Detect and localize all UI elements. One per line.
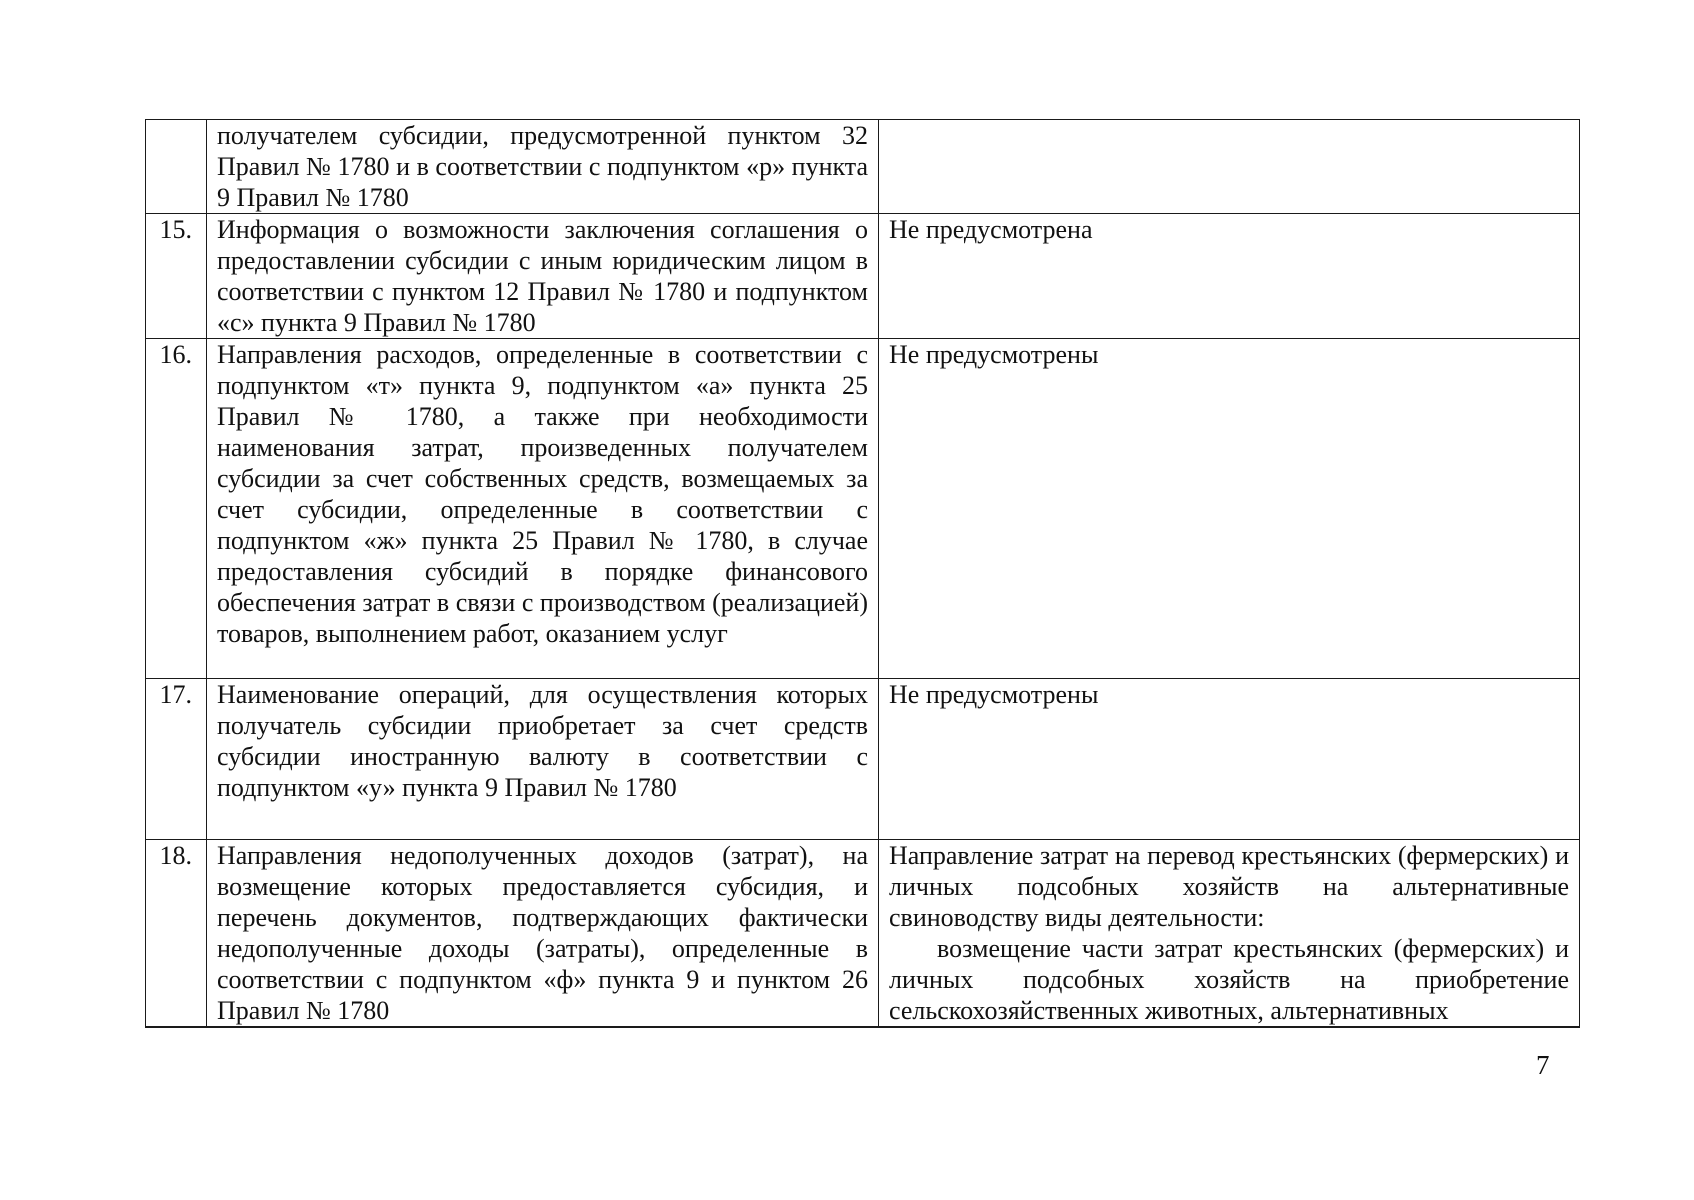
value-paragraph: Направление затрат на перевод крестьянских (фермерских) и личных подсобных хозяйств на альтернативные свиноводству виды деятельности: (889, 841, 1569, 932)
row-value (879, 840, 1580, 1028)
row-number: 18. (146, 840, 207, 1028)
row-number: 16. (146, 339, 207, 679)
row-value (879, 120, 1580, 214)
subsidy-terms-table (145, 119, 1580, 1028)
row-value: Не предусмотрена (879, 214, 1580, 339)
row-number: 17. (146, 679, 207, 840)
row-number (146, 120, 207, 214)
table-row (146, 840, 1580, 1028)
row-value: Не предусмотрены (879, 339, 1580, 679)
page-number: 7 (1536, 1050, 1550, 1080)
row-number: 15. (146, 214, 207, 339)
value-paragraph: возмещение части затрат крестьянских (фермерских) и личных подсобных хозяйств на приобретение сельскохозяйственных животных, альтернативных (889, 934, 1569, 1025)
row-description: Наименование операций, для осуществления которых получатель субсидии приобретает за счет средств субсидии иностранную валюту в соответствии с подпунктом «у» пункта 9 Правил № 1780 (207, 679, 879, 840)
row-value: Не предусмотрены (879, 679, 1580, 840)
table-row (146, 339, 1580, 679)
row-description: Направления расходов, определенные в соответствии с подпунктом «т» пункта 9, подпунктом «а» пункта 25 Правил № 1780, а также при необходимости наименования затрат, произведенных получателем субсидии за счет собственных средств, возмещаемых за счет субсидии, определенные в соответствии с подпунктом «ж» пункта 25 Правил № 1780, в случае предоставления субсидий в порядке финансового обеспечения затрат в связи с производством (реализацией) товаров, выполнением работ, оказанием услуг (207, 339, 879, 679)
row-description: Информация о возможности заключения соглашения о предоставлении субсидии с иным юридическим лицом в соответствии с пунктом 12 Правил № 1780 и подпунктом «с» пункта 9 Правил № 1780 (207, 214, 879, 339)
table-row (146, 679, 1580, 840)
row-description: Направления недополученных доходов (затрат), на возмещение которых предоставляется субсидия, и перечень документов, подтверждающих фактически недополученные доходы (затраты), определенные в соответствии с подпунктом «ф» пункта 9 и пунктом 26 Правил № 1780 (207, 840, 879, 1028)
table-row (146, 214, 1580, 339)
table-row (146, 120, 1580, 214)
row-description: получателем субсидии, предусмотренной пунктом 32 Правил № 1780 и в соответствии с подпунктом «р» пункта 9 Правил № 1780 (207, 120, 879, 214)
